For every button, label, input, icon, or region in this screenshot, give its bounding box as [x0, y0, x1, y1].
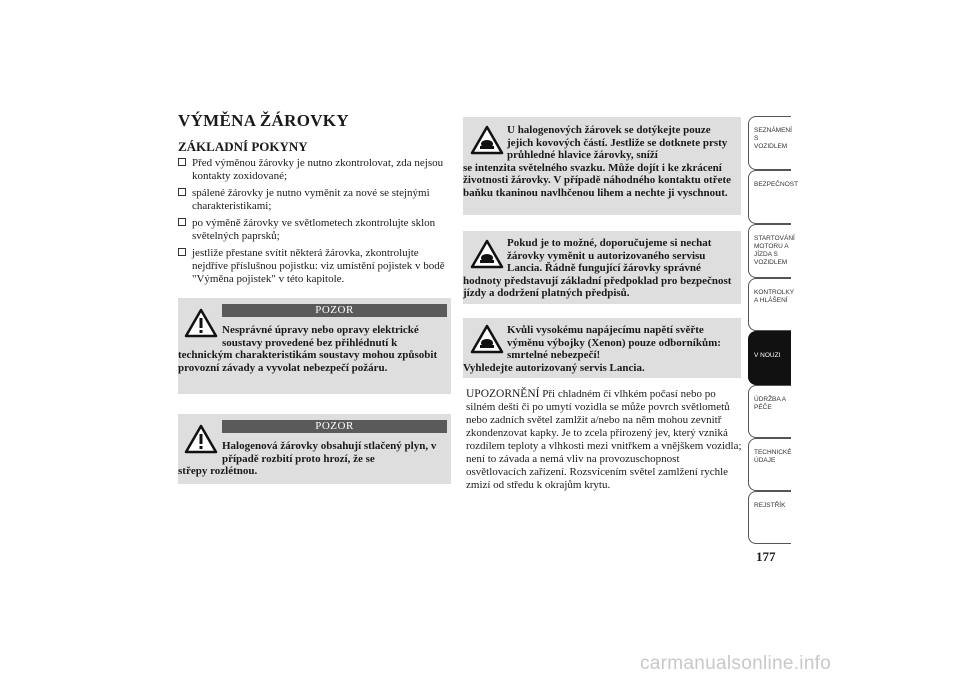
- list-item: spálené žárovky je nutno vyměnit za nové se stejnými charakteristikami;: [178, 187, 454, 213]
- tab-rejstrik[interactable]: REJSTŘÍK: [748, 491, 791, 544]
- caution-text: U halogenových žárovek se dotýkejte pouze jejich kovových částí. Jestliže se dotknete prsty průhledné hlavice žárovky, sníží: [507, 124, 728, 161]
- warning-text: Nesprávné úpravy nebo opravy elektrické soustavy provedené bez přihlédnutí k: [222, 324, 419, 349]
- tab-v-nouzi[interactable]: V NOUZI: [748, 331, 791, 385]
- tab-startovani[interactable]: STARTOVÁNÍ MOTORU A JÍZDA S VOZIDLEM: [748, 224, 791, 278]
- notice-text: Při chladném či vlhkém počasí nebo po silném dešti či po umytí vozidla se může povrch světlometů nebo zadních světel zamlžit a/nebo na něm mohou zevnitř zkondenzovat kapky. Je to zcela přirozený jev, který vzniká rozdílem teploty a vlhkosti mezi vnitřkem a vnějškem vozidla; není to závada a nemá vliv na provozuschopnost osvětlovacích zařízení. Rozsvícením světel zamlžení rychle zmizí od středu k okrajům krytu.: [466, 388, 742, 491]
- caution-panel-service: [463, 231, 741, 304]
- page-title: VÝMĚNA ŽÁROVKY: [178, 111, 349, 130]
- list-item: jestliže přestane svítit některá žárovka, zkontrolujte nejdříve příslušnou pojistku: viz umístění pojistek v bodě "Výměna pojistek" v této kapitole.: [178, 247, 454, 286]
- caution-text: Pokud je to možné, doporučujeme si nechat žárovky vyměnit u autorizovaného servisu Lancia. Řádně fungující žárovky správné: [507, 237, 712, 274]
- warning-label: POZOR: [222, 304, 447, 317]
- caution-text-continued: Vyhledejte autorizovaný servis Lancia.: [463, 361, 645, 374]
- caution-text: Kvůli vysokému napájecímu napětí svěřte výměnu výbojky (Xenon) pouze odborníkům: smrtelné nebezpečí!: [507, 324, 721, 361]
- caution-text-continued: se intenzita světelného svazku. Může dojít i ke zkrácení životnosti žárovky. V případě náhodného kontaktu otřete baňku tkaninou navlhčenou lihem a nechte ji vyschnout.: [463, 161, 732, 199]
- notice-paragraph: [466, 388, 742, 492]
- tab-bezpecnost[interactable]: BEZPEČNOST: [748, 170, 791, 224]
- list-item: Před výměnou žárovky je nutno zkontrolovat, zda nejsou kontakty zoxidované;: [178, 157, 454, 183]
- warning-text-continued: technickým charakteristikám soustavy mohou způsobit provozní závady a vyvolat nebezpečí požáru.: [178, 349, 438, 374]
- watermark: carmanualsonline.info: [640, 653, 832, 674]
- instruction-list: [178, 157, 454, 290]
- caution-panel-touch: [463, 117, 741, 215]
- list-item: po výměně žárovky ve světlometech zkontrolujte sklon světelných paprsků;: [178, 217, 454, 243]
- warning-text-continued: střepy rozlétnou.: [178, 465, 258, 477]
- checkbox-bullet-icon: [178, 158, 186, 166]
- warning-panel-electrical: [178, 298, 451, 394]
- checkbox-bullet-icon: [178, 248, 186, 256]
- checkbox-bullet-icon: [178, 188, 186, 196]
- notice-lead: UPOZORNĚNÍ: [466, 388, 540, 400]
- tab-kontrolky[interactable]: KONTROLKY A HLÁŠENÍ: [748, 278, 791, 331]
- caution-panel-xenon: [463, 318, 741, 378]
- tab-udrzba[interactable]: ÚDRŽBA A PÉČE: [748, 385, 791, 438]
- page-number: 177: [756, 549, 776, 564]
- tab-technicke[interactable]: TECHNICKÉ ÚDAJE: [748, 438, 791, 491]
- caution-text-continued: hodnoty představují základní předpoklad pro bezpečnost jízdy a dodržení platných předpisů.: [463, 274, 732, 299]
- checkbox-bullet-icon: [178, 218, 186, 226]
- section-subtitle: ZÁKLADNÍ POKYNY: [178, 139, 308, 154]
- warning-text: Halogenová žárovky obsahují stlačený plyn, v případě rozbití proto hrozí, že se: [222, 440, 437, 465]
- tab-seznameni[interactable]: SEZNÁMENÍ S VOZIDLEM: [748, 116, 791, 170]
- warning-label: POZOR: [222, 420, 447, 433]
- warning-panel-halogen: [178, 414, 451, 484]
